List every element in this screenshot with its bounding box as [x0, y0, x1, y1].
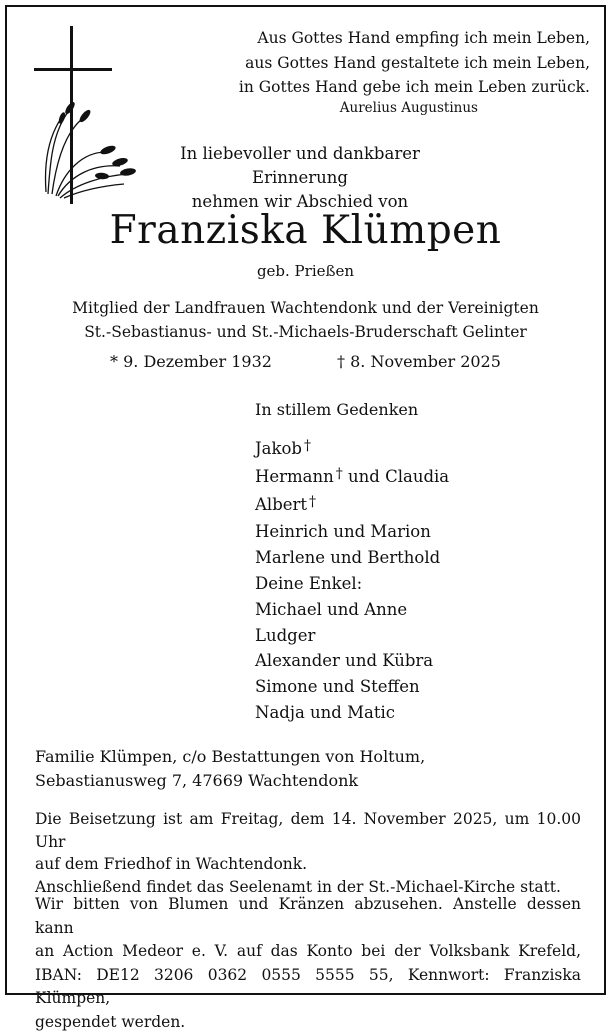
membership-line: Mitglied der Landfrauen Wachtendonk und der Vereinigten [0, 296, 611, 320]
donation-line: an Action Medeor e. V. auf das Konto bei der Volksbank Krefeld, [35, 940, 581, 964]
list-item: Simone und Steffen [255, 674, 449, 700]
donation-request [35, 893, 581, 1034]
list-item: Heinrich und Marion [255, 519, 449, 545]
intro-line: In liebevoller und dankbarer Erinnerung [130, 142, 470, 190]
membership-line: St.-Sebastianus- und St.-Michaels-Bruderschaft Gelinter [0, 320, 611, 344]
list-item: Ludger [255, 623, 449, 649]
cross-icon: † [309, 494, 316, 510]
mourners-list [255, 436, 449, 726]
cross-icon: † [304, 438, 311, 454]
donation-line: gespendet werden. [35, 1011, 581, 1034]
quote-line: Aus Gottes Hand empfing ich mein Leben, [200, 26, 590, 51]
list-item: Alexander und Kübra [255, 648, 449, 674]
birth-date: * 9. Dezember 1932 [110, 352, 272, 371]
contact-line: Sebastianusweg 7, 47669 Wachtendonk [35, 769, 425, 793]
contact-line: Familie Klümpen, c/o Bestattungen von Holtum, [35, 745, 425, 769]
family-contact [35, 745, 425, 793]
death-date: † 8. November 2025 [337, 352, 501, 371]
funeral-line: Anschließend findet das Seelenamt in der St.-Michael-Kirche statt. [35, 876, 581, 899]
list-item: Nadja und Matic [255, 700, 449, 726]
list-item: Deine Enkel: [255, 571, 449, 597]
funeral-info [35, 808, 581, 898]
quote-author: Aurelius Augustinus [200, 100, 478, 116]
donation-line: Wir bitten von Blumen und Kränzen abzusehen. Anstelle dessen kann [35, 893, 581, 940]
list-item: Hermann † und Claudia [255, 464, 449, 492]
quote-line: aus Gottes Hand gestaltete ich mein Leben, [200, 51, 590, 76]
funeral-line: Die Beisetzung ist am Freitag, dem 14. November 2025, um 10.00 Uhr [35, 808, 581, 853]
quote-line: in Gottes Hand gebe ich mein Leben zurück. [200, 75, 590, 100]
deceased-name: Franziska Klümpen [0, 208, 611, 253]
list-item: Albert † [255, 492, 449, 520]
donation-line: IBAN: DE12 3206 0362 0555 5555 55, Kennwort: Franziska Klümpen, [35, 964, 581, 1011]
intro-line: nehmen wir Abschied von [130, 190, 470, 214]
maiden-name: geb. Prießen [0, 262, 611, 280]
funeral-line: auf dem Friedhof in Wachtendonk. [35, 853, 581, 876]
membership-text [0, 296, 611, 344]
cross-icon: † [336, 466, 343, 482]
list-item: Jakob † [255, 436, 449, 464]
list-item: Marlene und Berthold [255, 545, 449, 571]
mourners-title: In stillem Gedenken [255, 400, 418, 419]
intro-text [130, 142, 470, 214]
quote [200, 26, 590, 100]
list-item: Michael und Anne [255, 597, 449, 623]
